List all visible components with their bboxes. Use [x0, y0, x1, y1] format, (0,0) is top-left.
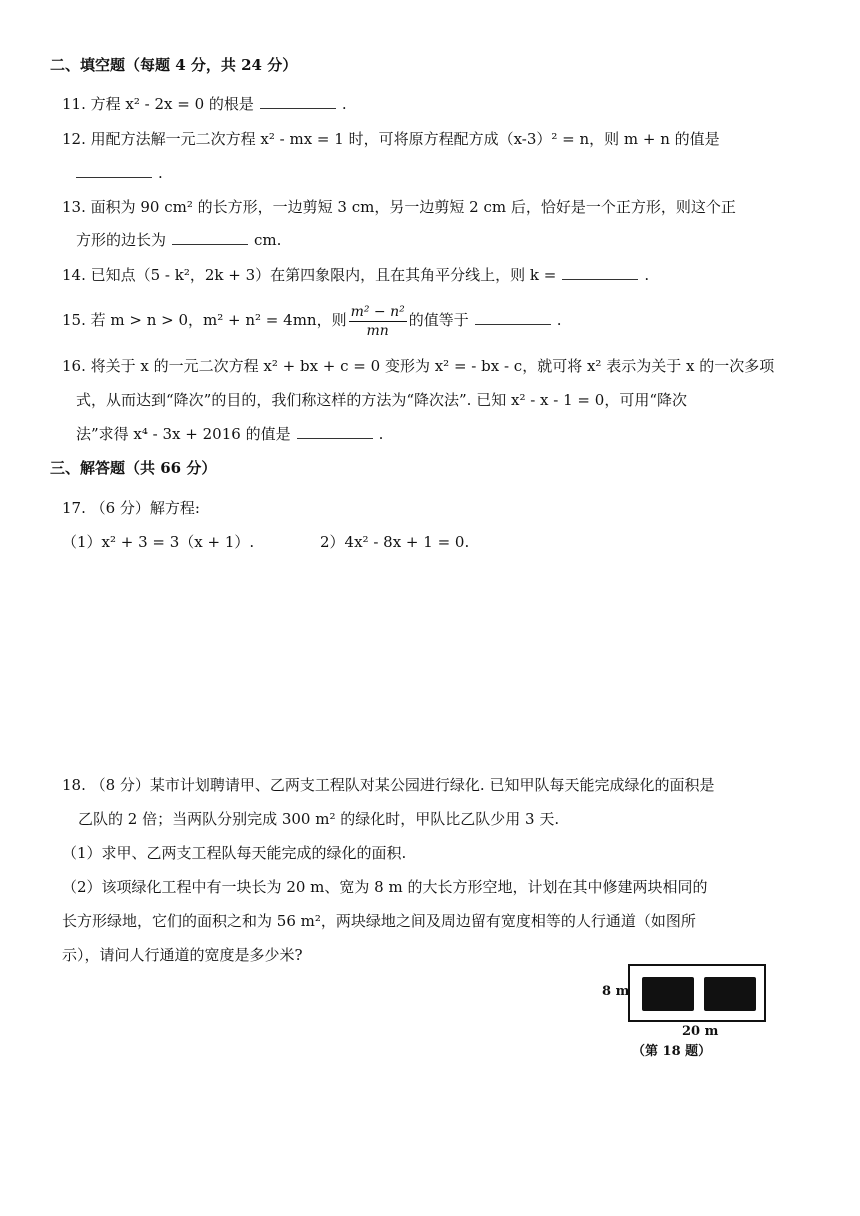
q16-end: .	[378, 425, 384, 443]
q12-end: .	[158, 164, 163, 182]
green-plot-right	[704, 977, 756, 1011]
question-12	[62, 129, 720, 149]
question-18-part2: （2）该项绿化工程中有一块长为 20 m、宽为 8 m 的大长方形空地，计划在其中修建两块相同的	[62, 878, 708, 896]
q13-text: 13. 面积为 90 cm² 的长方形，一边剪短 3 cm，另一边剪短 2 cm 后，恰好是一个正方形，则这个正	[62, 198, 736, 216]
question-17-title: 17. （6 分）解方程:	[62, 499, 200, 517]
answer-blank[interactable]	[297, 424, 373, 439]
question-18-line6: 示），请问人行通道的宽度是多少米?	[62, 946, 303, 964]
answer-blank[interactable]	[475, 310, 551, 325]
q14-end: .	[644, 266, 650, 284]
question-15	[62, 298, 562, 342]
q16-text-3: 法”求得 x⁴ - 3x + 2016 的值是	[76, 425, 291, 443]
question-18-line2: 乙队的 2 倍；当两队分别完成 300 m² 的绿化时，甲队比乙队少用 3 天.	[78, 810, 560, 828]
question-18-line5: 长方形绿地，它们的面积之和为 56 m²，两块绿地之间及周边留有宽度相等的人行通道（如图所	[62, 912, 696, 930]
figure-18	[600, 956, 790, 1066]
q14-text: 14. 已知点（5 - k²，2k + 3）在第四象限内，且在其角平分线上，则 k =	[62, 266, 557, 284]
q15-end: .	[556, 311, 562, 329]
question-13-cont	[76, 230, 281, 250]
fraction	[349, 303, 407, 340]
question-17-part2: 2）4x² - 8x + 1 = 0.	[320, 533, 470, 551]
question-18-line1: 18. （8 分）某市计划聘请甲、乙两支工程队对某公园进行绿化. 已知甲队每天能完成绿化的面积是	[62, 776, 715, 794]
answer-blank[interactable]	[260, 94, 336, 109]
q11-end: .	[341, 95, 347, 113]
width-label: 8 m	[602, 984, 630, 999]
answer-blank[interactable]	[76, 163, 152, 178]
fraction-numerator: m² − n²	[350, 303, 405, 320]
q16-text-2: 式，从而达到“降次”的目的，我们称这样的方法为“降次法”. 已知 x² - x - 1 = 0，可用“降次	[76, 391, 687, 409]
section3-heading: 三、解答题（共 66 分）	[50, 459, 217, 477]
answer-blank[interactable]	[172, 230, 248, 245]
question-17-part1: （1）x² + 3 = 3（x + 1）.	[62, 533, 255, 551]
question-11	[62, 94, 347, 114]
q16-text: 16. 将关于 x 的一元二次方程 x² + bx + c = 0 变形为 x² = - bx - c，就可将 x² 表示为关于 x 的一次多项	[62, 357, 775, 375]
question-16-cont2	[76, 424, 383, 444]
question-13	[62, 197, 736, 217]
question-14	[62, 265, 649, 285]
fraction-denominator: mn	[366, 322, 389, 339]
green-plot-left	[642, 977, 694, 1011]
q12-text: 12. 用配方法解一元二次方程 x² - mx = 1 时，可将原方程配方成（x-3）² = n，则 m + n 的值是	[62, 130, 720, 148]
question-16-cont	[76, 390, 687, 410]
q13-text-2: 方形的边长为	[76, 231, 167, 249]
figure-caption: （第 18 题）	[632, 1044, 712, 1059]
length-label: 20 m	[682, 1024, 719, 1039]
q15-text: 15. 若 m > n > 0，m² + n² = 4mn，则	[62, 311, 347, 329]
vacant-lot-rect	[628, 964, 766, 1022]
q15-text-2: 的值等于	[408, 311, 469, 329]
q11-text: 11. 方程 x² - 2x = 0 的根是	[62, 95, 254, 113]
section2-heading: 二、填空题（每题 4 分，共 24 分）	[50, 56, 298, 74]
question-12-cont	[76, 163, 163, 183]
question-16	[62, 356, 774, 376]
question-18-part1: （1）求甲、乙两支工程队每天能完成的绿化的面积.	[62, 844, 407, 862]
q13-end: cm.	[254, 231, 282, 249]
answer-blank[interactable]	[562, 265, 638, 280]
